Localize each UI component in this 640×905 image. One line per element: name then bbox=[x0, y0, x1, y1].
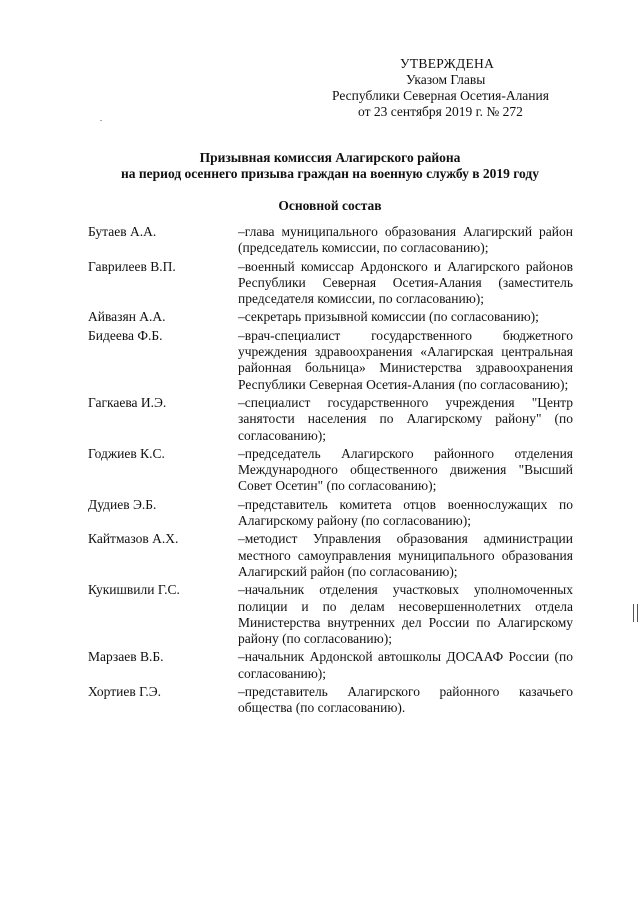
scan-speck bbox=[100, 120, 102, 121]
member-role: –председатель Алагирского районного отделения Международного общественного движения "Высший Совет Осетин" (по согласованию); bbox=[238, 445, 573, 494]
member-name: Кукишвили Г.С. bbox=[88, 582, 180, 598]
member-row bbox=[88, 328, 588, 393]
member-name: Бидеева Ф.Б. bbox=[88, 327, 163, 343]
member-name: Годжиев К.С. bbox=[88, 445, 165, 461]
binding-mark bbox=[633, 604, 638, 622]
member-name: Кайтмазов А.Х. bbox=[88, 531, 179, 547]
approval-stamp bbox=[330, 56, 570, 120]
member-role: –представитель комитета отцов военнослужащих по Алагирскому району (по согласованию); bbox=[238, 496, 573, 529]
approval-title: УТВЕРЖДЕНА bbox=[400, 56, 495, 71]
member-name: Дудиев Э.Б. bbox=[88, 496, 157, 512]
member-role: –начальник Ардонской автошколы ДОСААФ России (по согласованию); bbox=[238, 649, 573, 681]
member-row bbox=[88, 309, 588, 325]
member-row bbox=[88, 395, 588, 444]
member-row bbox=[88, 224, 588, 257]
approval-republic: Республики Северная Осетия-Алания bbox=[332, 88, 549, 103]
member-name: Хортиев Г.Э. bbox=[88, 684, 162, 700]
member-name: Бутаев А.А. bbox=[88, 224, 157, 239]
member-role: –методист Управления образования администрации местного самоуправления муниципального образования Алагирский район (по согласованию); bbox=[238, 531, 573, 579]
member-row bbox=[88, 259, 588, 308]
approval-date: от 23 сентября 2019 г. № 272 bbox=[358, 104, 523, 119]
member-role: –врач-специалист государственного бюджетного учреждения здравоохранения «Алагирская центральная районная больница» Министерства здравоохранения Республики Северная Осетия-Алания (по согласованию); bbox=[238, 327, 573, 392]
member-row bbox=[88, 649, 588, 682]
member-role: –секретарь призывной комиссии (по согласованию); bbox=[238, 309, 539, 325]
member-role: –глава муниципального образования Алагирский район (председатель комиссии, по согласованию); bbox=[238, 224, 573, 256]
member-row bbox=[88, 531, 588, 580]
member-role: –военный комиссар Ардонского и Алагирского районов Республики Северная Осетия-Алания (заместитель председателя комиссии, по согласованию); bbox=[238, 258, 573, 307]
member-row bbox=[88, 446, 588, 495]
member-row bbox=[88, 684, 588, 717]
section-heading: Основной состав bbox=[278, 198, 382, 213]
approval-decree: Указом Главы bbox=[406, 72, 486, 87]
commission-subtitle: на период осеннего призыва граждан на военную службу в 2019 году bbox=[121, 166, 539, 181]
member-role: –представитель Алагирского районного казачьего общества (по согласованию). bbox=[238, 684, 573, 716]
member-name: Марзаев В.Б. bbox=[88, 649, 164, 665]
member-name: Гаврилеев В.П. bbox=[88, 258, 176, 274]
member-role: –начальник отделения участковых уполномоченных полиции и по делам несовершеннолетних отдела Министерства внутренних дел России по Алагирскому району (по согласованию); bbox=[238, 582, 573, 647]
member-role: –специалист государственного учреждения "Центр занятости населения по Алагирскому району" (по согласованию); bbox=[238, 394, 573, 443]
members-list bbox=[88, 224, 588, 719]
member-row bbox=[88, 497, 588, 530]
member-name: Айвазян А.А. bbox=[88, 309, 166, 325]
commission-title: Призывная комиссия Алагирского района bbox=[199, 150, 461, 165]
member-name: Гагкаева И.Э. bbox=[88, 394, 167, 410]
member-row bbox=[88, 582, 588, 647]
